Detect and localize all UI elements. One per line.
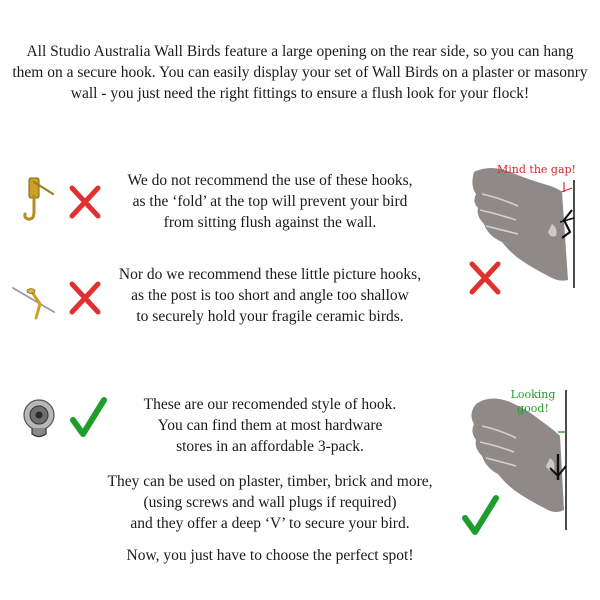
- text-line: to securely hold your fragile ceramic birds.: [136, 308, 404, 325]
- cross-mark-icon: [68, 184, 102, 220]
- text-line: These are our recomended style of hook.: [143, 396, 397, 413]
- closing-line: Now, you just have to choose the perfect spot!: [126, 547, 414, 564]
- recommended-hook-paragraph: [100, 394, 440, 457]
- callout-line: good!: [517, 402, 549, 415]
- text-line: from sitting flush against the wall.: [163, 214, 377, 231]
- callout-line: Looking: [510, 388, 556, 401]
- text-line: stores in an affordable 3-pack.: [176, 438, 364, 455]
- text-line: and they offer a deep ‘V’ to secure your bird.: [130, 515, 410, 532]
- materials-paragraph: [90, 471, 450, 534]
- mind-gap-callout: Mind the gap!: [497, 163, 576, 176]
- text-line: (using screws and wall plugs if required): [143, 494, 397, 511]
- brass-fold-hook-icon: [20, 176, 56, 224]
- text-line: as the post is too short and angle too shallow: [131, 287, 409, 304]
- cross-mark-icon: [68, 280, 102, 316]
- disc-hook-icon: [22, 398, 56, 440]
- picture-hook-nail-icon: [10, 282, 58, 322]
- text-line: Nor do we recommend these little picture hooks,: [118, 266, 422, 283]
- text-line: as the ‘fold’ at the top will prevent your bird: [132, 193, 408, 210]
- text-line: You can find them at most hardware: [157, 417, 383, 434]
- text-line: They can be used on plaster, timber, brick and more,: [107, 473, 433, 490]
- intro-paragraph: All Studio Australia Wall Birds feature a large opening on the rear side, so you can hang them on a secure hook. You can easily display your set of Wall Birds on a plaster or masonry wall - you just need the right fittings to ensure a flush look for your flock!: [12, 43, 588, 102]
- cross-mark-icon: [468, 260, 502, 296]
- looking-good-callout: [508, 388, 558, 416]
- fold-hook-paragraph: [100, 170, 440, 233]
- text-line: We do not recommend the use of these hooks,: [127, 172, 413, 189]
- check-mark-icon: [460, 494, 500, 538]
- picture-hook-paragraph: [100, 264, 440, 327]
